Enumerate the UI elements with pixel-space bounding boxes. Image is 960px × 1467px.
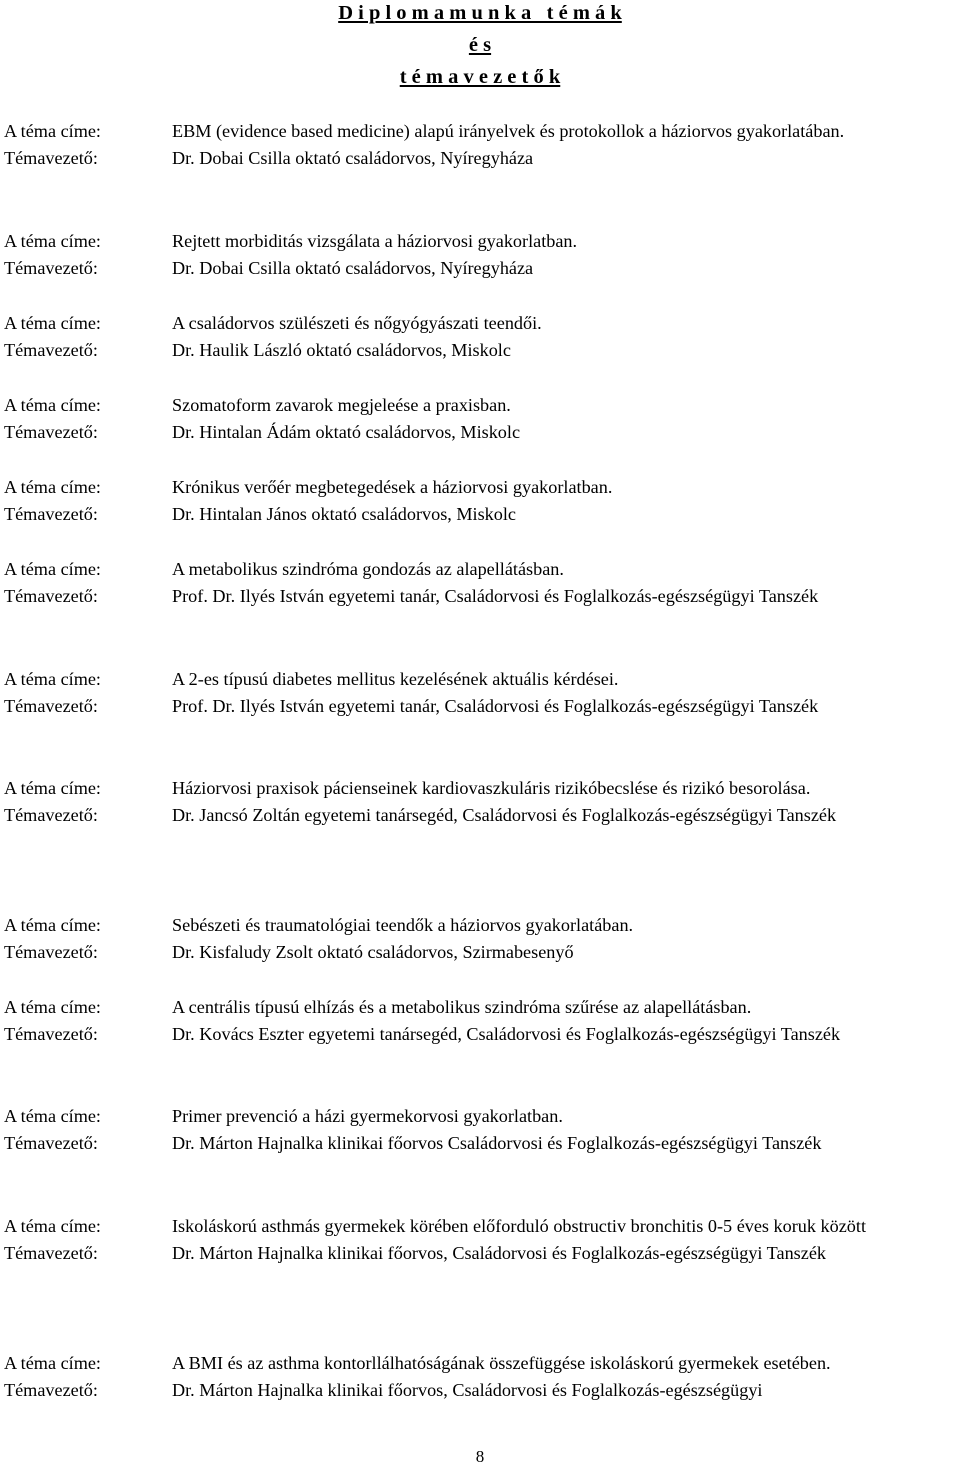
- topic-label: A téma címe:: [4, 395, 101, 415]
- supervisor-label: Témavezető:: [4, 1380, 98, 1401]
- supervisor-name: Prof. Dr. Ilyés István egyetemi tanár, Családorvosi és Foglalkozás-egészségügyi Tanszék: [172, 696, 819, 717]
- topic-label: A téma címe:: [4, 313, 101, 333]
- thesis-topic-entry: [0, 912, 960, 967]
- topic-label: A téma címe:: [4, 778, 101, 798]
- topic-label: A téma címe:: [4, 1353, 101, 1373]
- topic-title: EBM (evidence based medicine) alapú irányelvek és protokollok a háziorvos gyakorlatában.: [172, 121, 845, 141]
- topic-title: Sebészeti és traumatológiai teendők a háziorvos gyakorlatában.: [172, 915, 634, 935]
- supervisor-label: Témavezető:: [4, 942, 98, 963]
- supervisor-name: Dr. Dobai Csilla oktató családorvos, Nyíregyháza: [172, 148, 534, 169]
- thesis-topic-entry: [0, 310, 960, 365]
- topic-label: A téma címe:: [4, 669, 101, 689]
- supervisor-label: Témavezető:: [4, 805, 98, 826]
- topic-title: A 2-es típusú diabetes mellitus kezelésének aktuális kérdései.: [172, 669, 619, 689]
- thesis-topic-entry: [0, 118, 960, 173]
- supervisor-label: Témavezető:: [4, 1133, 98, 1154]
- topic-label: A téma címe:: [4, 477, 101, 497]
- topic-title: A családorvos szülészeti és nőgyógyászati teendői.: [172, 313, 542, 333]
- topic-title: Primer prevenció a házi gyermekorvosi gyakorlatban.: [172, 1106, 563, 1126]
- topic-title: A BMI és az asthma kontorllálhatóságának összefüggése iskoláskorú gyermekek esetében.: [172, 1353, 831, 1373]
- topic-title: Rejtett morbiditás vizsgálata a háziorvosi gyakorlatban.: [172, 231, 578, 251]
- topic-label: A téma címe:: [4, 1106, 101, 1126]
- topic-title: Szomatoform zavarok megjeleése a praxisban.: [172, 395, 511, 415]
- document-title-line-1: D i p l o m a m u n k a t é m á k: [338, 2, 622, 24]
- thesis-topic-entry: [0, 556, 960, 611]
- document-title-line-3: t é m a v e z e t ő k: [399, 66, 561, 88]
- topic-title: A centrális típusú elhízás és a metabolikus szindróma szűrése az alapellátásban.: [172, 997, 752, 1017]
- supervisor-label: Témavezető:: [4, 422, 98, 443]
- thesis-topic-entry: [0, 1350, 960, 1405]
- thesis-topic-entry: [0, 474, 960, 529]
- supervisor-label: Témavezető:: [4, 258, 98, 279]
- supervisor-label: Témavezető:: [4, 586, 98, 607]
- supervisor-name: Dr. Kovács Eszter egyetemi tanársegéd, Családorvosi és Foglalkozás-egészségügyi Tanszék: [172, 1024, 841, 1045]
- topic-title: A metabolikus szindróma gondozás az alapellátásban.: [172, 559, 564, 579]
- supervisor-label: Témavezető:: [4, 340, 98, 361]
- supervisor-name: Dr. Dobai Csilla oktató családorvos, Nyíregyháza: [172, 258, 534, 279]
- topic-label: A téma címe:: [4, 231, 101, 251]
- supervisor-label: Témavezető:: [4, 1243, 98, 1264]
- thesis-topic-entry: [0, 228, 960, 283]
- supervisor-label: Témavezető:: [4, 148, 98, 169]
- topic-label: A téma címe:: [4, 1216, 101, 1236]
- supervisor-name: Dr. Hintalan János oktató családorvos, Miskolc: [172, 504, 516, 525]
- supervisor-name: Dr. Márton Hajnalka klinikai főorvos, Családorvosi és Foglalkozás-egészségügyi Tanszék: [172, 1243, 827, 1264]
- supervisor-label: Témavezető:: [4, 696, 98, 717]
- supervisor-label: Témavezető:: [4, 504, 98, 525]
- document-title-line-2: é s: [468, 34, 492, 56]
- thesis-topic-entry: [0, 994, 960, 1049]
- supervisor-name: Dr. Jancsó Zoltán egyetemi tanársegéd, Családorvosi és Foglalkozás-egészségügyi Tanszék: [172, 805, 837, 826]
- topic-label: A téma címe:: [4, 997, 101, 1017]
- supervisor-name: Dr. Kisfaludy Zsolt oktató családorvos, Szirmabesenyő: [172, 942, 574, 963]
- topic-label: A téma címe:: [4, 915, 101, 935]
- thesis-topic-entry: [0, 1103, 960, 1158]
- thesis-topic-entry: [0, 392, 960, 447]
- topic-title: Iskoláskorú asthmás gyermekek körében előforduló obstructiv bronchitis 0-5 éves koruk között: [172, 1216, 866, 1236]
- thesis-topic-entry: [0, 666, 960, 721]
- supervisor-label: Témavezető:: [4, 1024, 98, 1045]
- topic-title: Krónikus verőér megbetegedések a háziorvosi gyakorlatban.: [172, 477, 613, 497]
- supervisor-name: Dr. Haulik László oktató családorvos, Miskolc: [172, 340, 511, 361]
- page-number: 8: [475, 1447, 485, 1466]
- topic-title: Háziorvosi praxisok pácienseinek kardiovaszkuláris rizikóbecslése és rizikó besorolása.: [172, 778, 811, 798]
- topic-label: A téma címe:: [4, 559, 101, 579]
- supervisor-name: Prof. Dr. Ilyés István egyetemi tanár, Családorvosi és Foglalkozás-egészségügyi Tanszék: [172, 586, 819, 607]
- supervisor-name: Dr. Márton Hajnalka klinikai főorvos, Családorvosi és Foglalkozás-egészségügyi: [172, 1380, 763, 1401]
- supervisor-name: Dr. Márton Hajnalka klinikai főorvos Családorvosi és Foglalkozás-egészségügyi Tanszék: [172, 1133, 822, 1154]
- thesis-topic-entry: [0, 1213, 960, 1268]
- supervisor-name: Dr. Hintalan Ádám oktató családorvos, Miskolc: [172, 422, 521, 443]
- topic-label: A téma címe:: [4, 121, 101, 141]
- thesis-topic-entry: [0, 775, 960, 830]
